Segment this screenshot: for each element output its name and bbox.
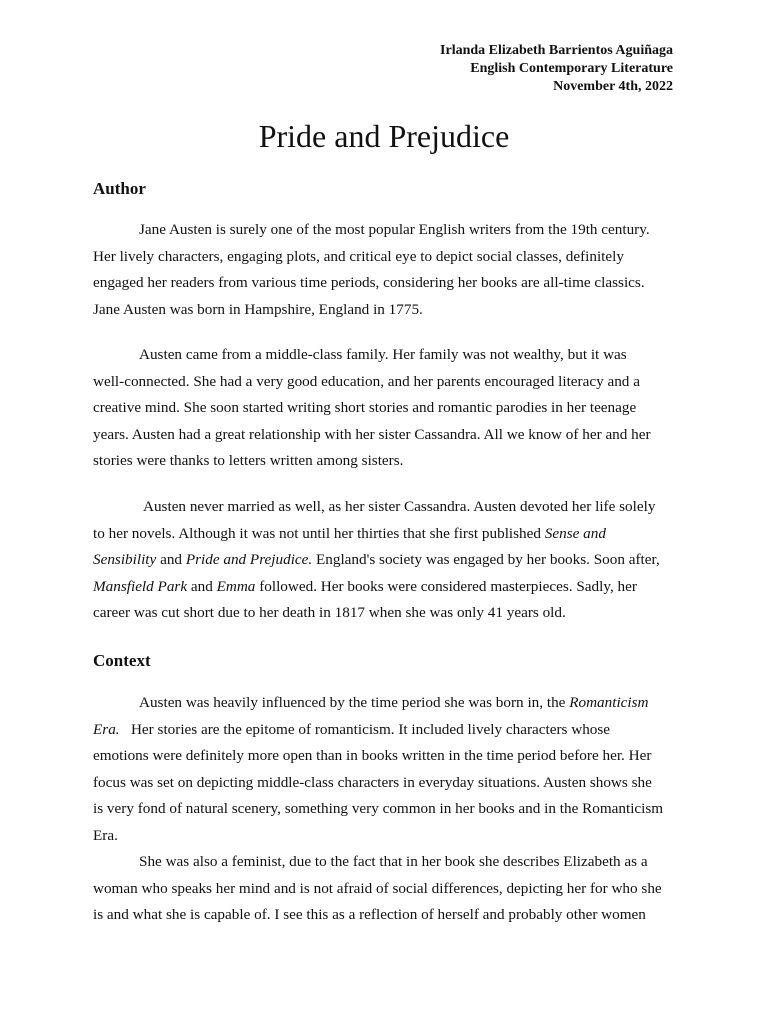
text-line: years. Austen had a great relationship with her sister Cassandra. All we know of her and her — [93, 425, 651, 443]
section-heading-context: Context — [93, 651, 151, 670]
text-line — [93, 717, 675, 744]
text-line: engaged her readers from various time periods, considering her books are all-time classics. — [93, 274, 645, 291]
text-line — [93, 690, 675, 717]
text-span: Austen was heavily influenced by the time period she was born in, the — [139, 694, 570, 711]
text-line: Her lively characters, engaging plots, and critical eye to depict social classes, definitely — [93, 247, 624, 265]
text-line — [93, 547, 675, 574]
text-line: is very fond of natural scenery, something very common in her books and in the Romanticism — [93, 800, 664, 817]
text-line — [93, 574, 675, 601]
paragraph — [93, 690, 675, 929]
text-line: Austen never married as well, as her sister Cassandra. Austen devoted her life solely — [143, 498, 656, 515]
text-line: well-connected. She had a very good education, and her parents encouraged literacy and a — [93, 372, 640, 390]
text-line: Austen came from a middle-class family. Her family was not wealthy, but it was — [139, 346, 627, 363]
paragraph — [93, 342, 675, 475]
book-title: Pride and Prejudice. — [185, 551, 313, 568]
text-line: She was also a feminist, due to the fact that in her book she describes Elizabeth as a — [139, 853, 648, 870]
text-line: Era. — [93, 826, 118, 844]
text-span: Her stories are the epitome of romanticism. It included lively characters whose — [119, 720, 611, 738]
course-name: English Contemporary Literature — [470, 61, 673, 76]
book-title: Emma — [216, 577, 256, 595]
text-line: is and what she is capable of. I see this as a reflection of herself and probably other women — [93, 906, 646, 923]
section-heading-author: Author — [93, 179, 146, 198]
book-title: Sense and — [544, 524, 606, 542]
book-title: Sensibility — [93, 551, 157, 568]
text-line: emotions were definitely more open than in books written in the time period before her. Her — [93, 747, 652, 764]
text-span: followed. Her books were considered masterpieces. Sadly, her — [255, 577, 637, 595]
book-title: Mansfield Park — [93, 577, 188, 595]
page-title: Pride and Prejudice — [258, 118, 510, 154]
text-span: and — [156, 551, 186, 568]
era-term: Era. — [93, 720, 120, 738]
text-line: woman who speaks her mind and is not afraid of social differences, depicting her for who she — [93, 879, 662, 897]
text-span: and — [187, 577, 217, 595]
era-term: Romanticism — [569, 694, 649, 711]
text-line: focus was set on depicting middle-class characters in everyday situations. Austen shows she — [93, 773, 652, 791]
text-line: creative mind. She soon started writing short stories and romantic parodies in her teenage — [93, 399, 637, 416]
paragraph — [93, 217, 675, 323]
text-span: to her novels. Although it was not until her thirties that she first published — [93, 524, 545, 542]
author-name: Irlanda Elizabeth Barrientos Aguiñaga — [440, 43, 673, 58]
date: November 4th, 2022 — [553, 79, 673, 94]
text-line: career was cut short due to her death in 1817 when she was only 41 years old. — [93, 604, 566, 621]
text-line: Jane Austen was born in Hampshire, England in 1775. — [93, 300, 423, 318]
paragraph — [93, 494, 675, 627]
header-block — [440, 42, 673, 96]
text-line — [93, 521, 675, 548]
text-line: stories were thanks to letters written among sisters. — [93, 452, 404, 469]
text-line: Jane Austen is surely one of the most popular English writers from the 19th century. — [139, 221, 650, 238]
text-span: England's society was engaged by her books. Soon after, — [312, 551, 660, 568]
